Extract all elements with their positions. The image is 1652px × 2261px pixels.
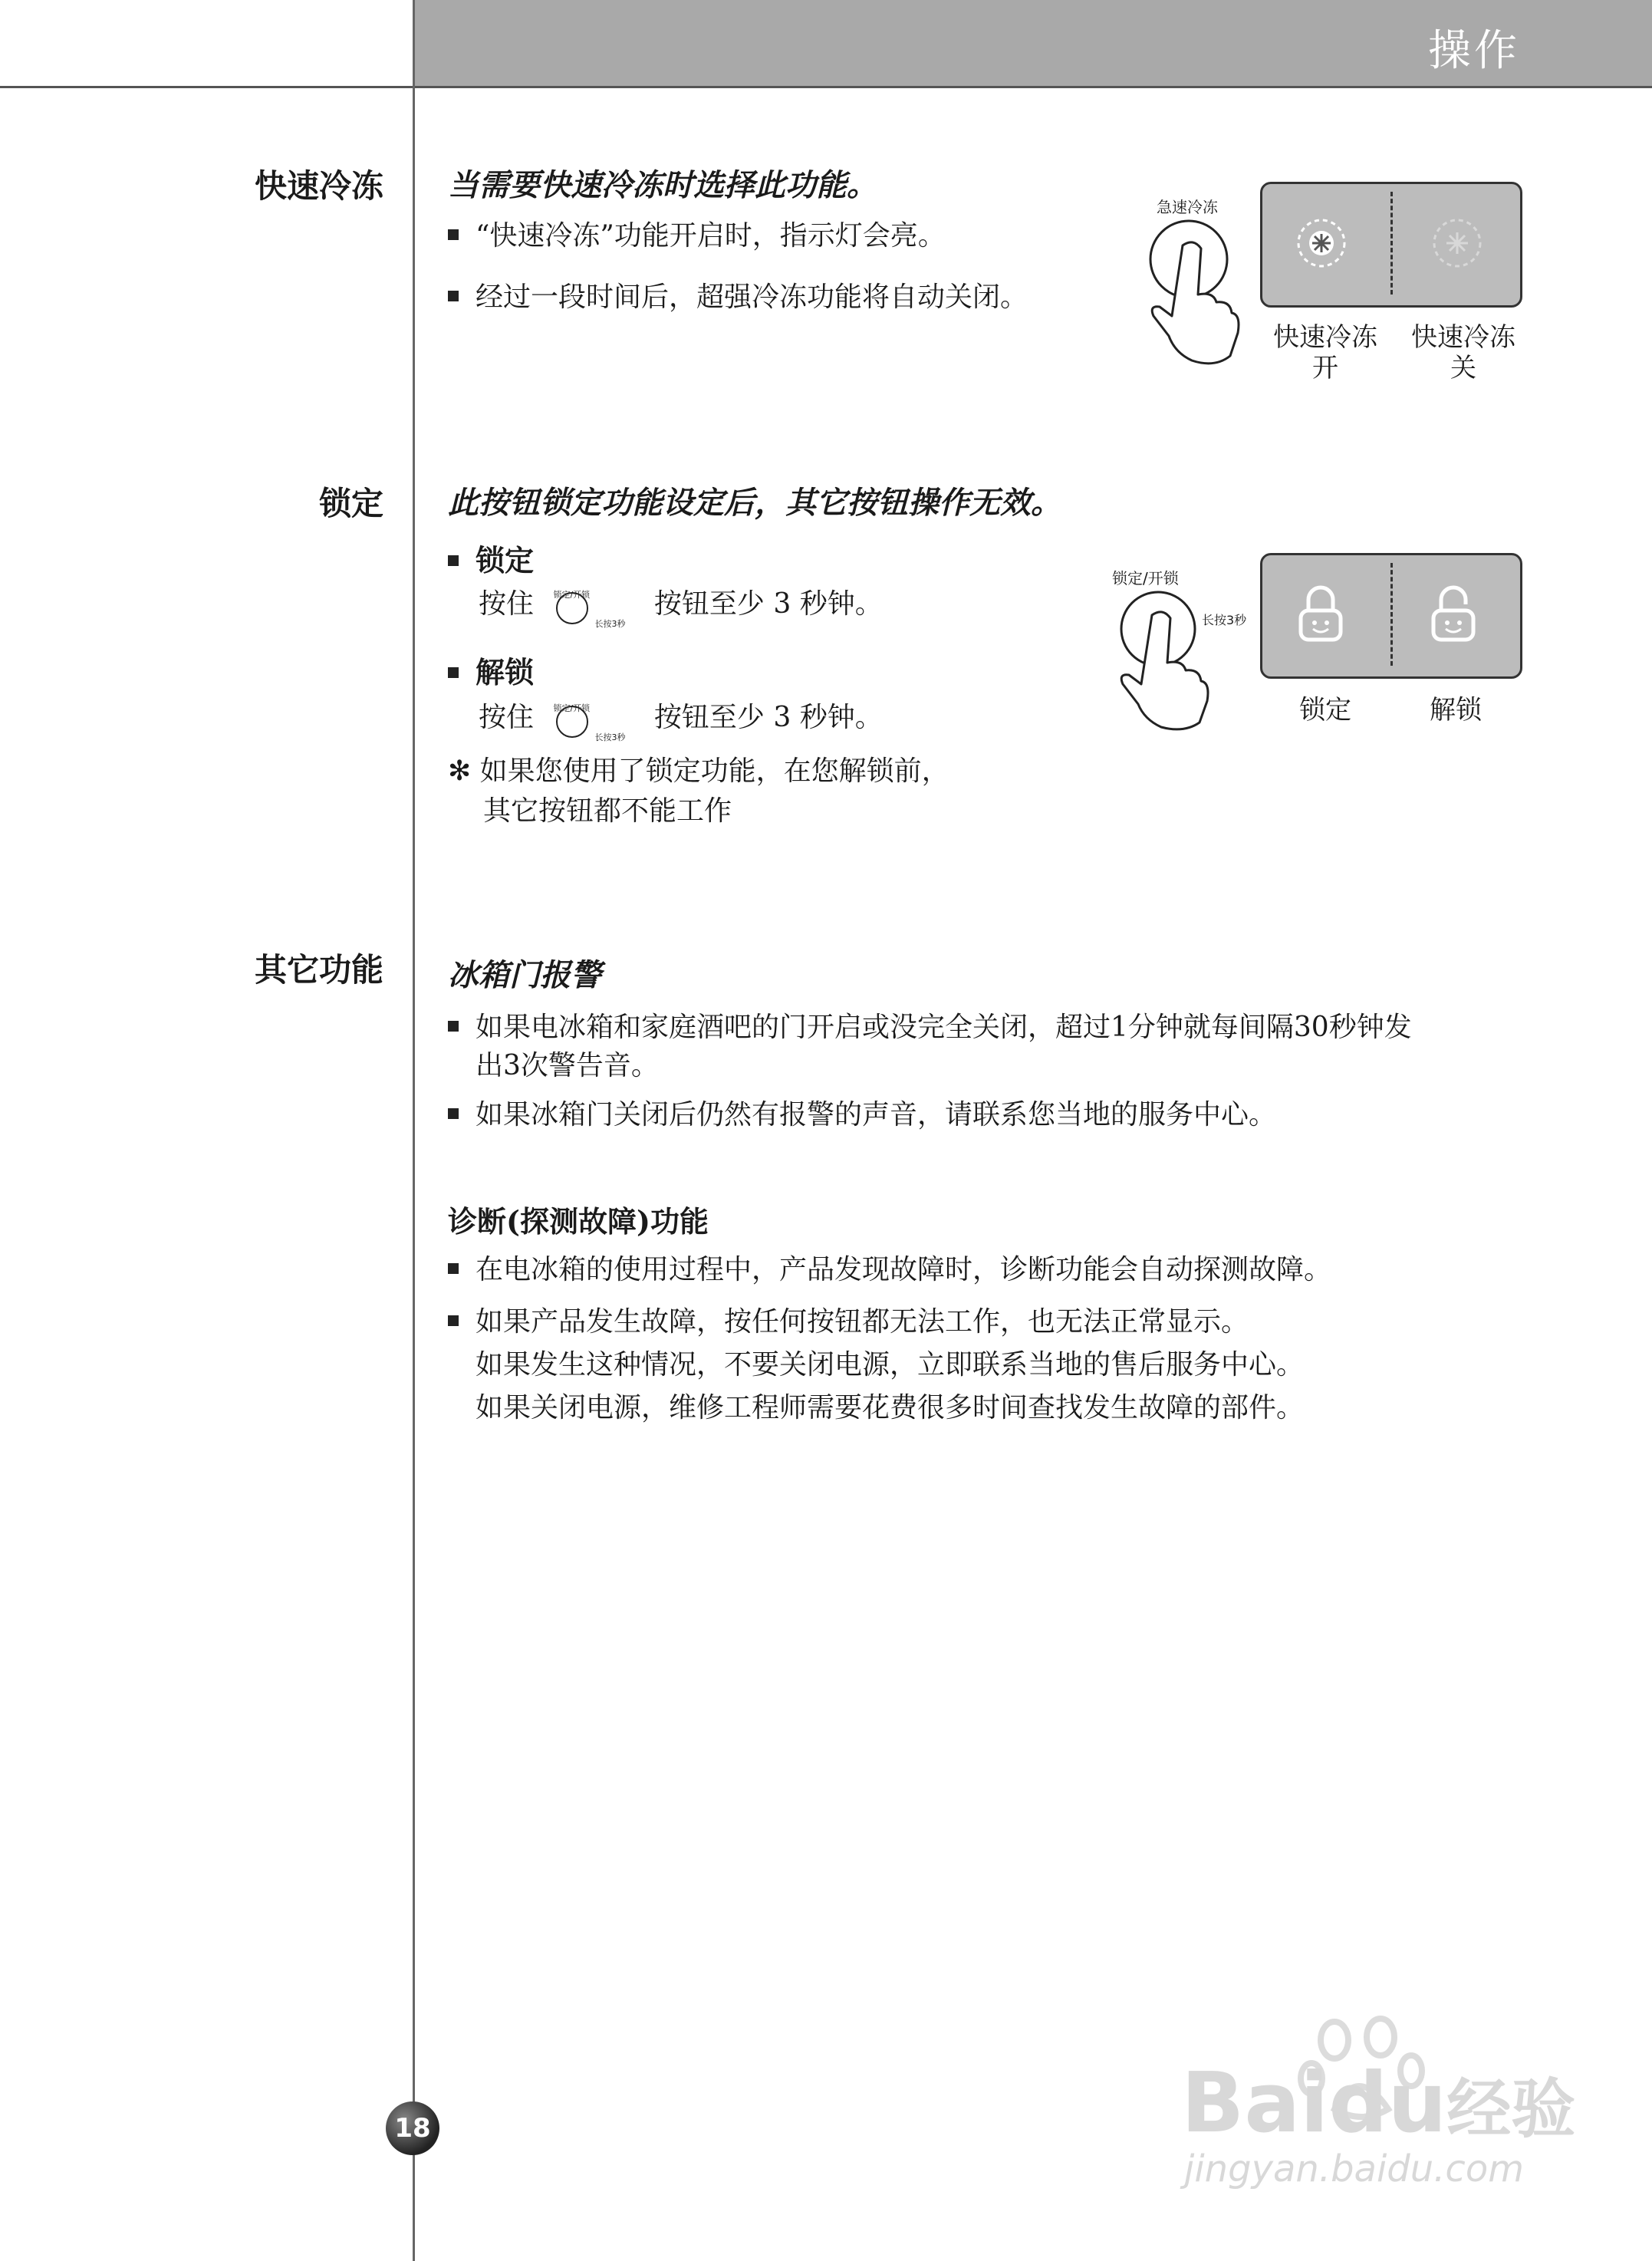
hold-3s-label: 长按3秒	[1202, 613, 1247, 627]
lock-title: 此按钮锁定功能设定后，其它按钮操作无效。	[448, 485, 1061, 521]
section-label-other: 其它功能	[254, 951, 383, 989]
page-title: 操作	[1428, 26, 1520, 76]
list-item: 如果电冰箱和家庭酒吧的门开启或没完全关闭，超过1分钟就每间隔30秒钟发	[448, 1006, 1412, 1049]
lock-note-line2: 其它按钮都不能工作	[483, 795, 732, 827]
list-item: “快速冷冻”功能开启时，指示灯会亮。	[448, 215, 946, 258]
unlock-instruction: 按住 锁定/开锁 长按3秒 按钮至少 3 秒钟。	[479, 702, 883, 742]
caption-quick-freeze-on: 快速冷冻 开	[1273, 322, 1377, 383]
unlock-button-icon	[556, 706, 588, 738]
quick-freeze-off-icon	[1427, 212, 1488, 274]
caption-quick-freeze-off: 快速冷冻 关	[1411, 322, 1515, 383]
quick-freeze-title: 当需要快速冷冻时选择此功能。	[448, 167, 877, 203]
list-item-continuation: 出3次警告音。	[476, 1050, 659, 1081]
panel-divider	[1390, 192, 1393, 295]
quick-freeze-button-label: 急速冷冻	[1157, 198, 1218, 216]
finger-press-icon	[1104, 586, 1212, 732]
quick-freeze-on-icon	[1291, 212, 1352, 274]
finger-press-icon	[1135, 215, 1242, 368]
lock-subhead: 锁定	[448, 537, 534, 579]
caption-lock: 锁定	[1299, 695, 1351, 726]
unlock-subhead: 解锁	[448, 649, 534, 691]
list-item: 经过一段时间后，超强冷冻功能将自动关闭。	[448, 276, 1028, 319]
list-item: 在电冰箱的使用过程中，产品发现故障时，诊断功能会自动探测故障。	[448, 1249, 1331, 1292]
lock-note: ✻ 如果您使用了锁定功能，在您解锁前，	[448, 755, 949, 787]
list-item-continuation: 如果关闭电源，维修工程师需要花费很多时间查找发生故障的部件。	[476, 1392, 1305, 1423]
section-label-lock: 锁定	[318, 485, 383, 522]
list-item: 如果产品发生故障，按任何按钮都无法工作，也无法正常显示。	[448, 1301, 1249, 1344]
unlock-icon	[1421, 580, 1486, 649]
header-divider	[0, 86, 1652, 88]
caption-unlock: 解锁	[1430, 695, 1482, 726]
lock-icon	[1288, 580, 1353, 649]
lock-button-label: 锁定/开锁	[1112, 569, 1179, 587]
lock-button-icon	[556, 592, 588, 624]
page-number: 18	[386, 2101, 439, 2155]
panel-divider	[1390, 563, 1393, 666]
list-item: 如果冰箱门关闭后仍然有报警的声音，请联系您当地的服务中心。	[448, 1094, 1276, 1137]
door-alarm-title: 冰箱门报警	[448, 957, 601, 993]
watermark-logo: Baidu经验	[1181, 2055, 1576, 2151]
list-item-continuation: 如果发生这种情况，不要关闭电源，立即联系当地的售后服务中心。	[476, 1349, 1305, 1381]
section-label-quick-freeze: 快速冷冻	[254, 167, 383, 205]
column-divider	[413, 0, 415, 2261]
diagnosis-title: 诊断(探测故障)功能	[448, 1204, 709, 1239]
watermark-url: jingyan.baidu.com	[1184, 2147, 1524, 2190]
lock-instruction: 按住 锁定/开锁 长按3秒 按钮至少 3 秒钟。	[479, 588, 883, 629]
